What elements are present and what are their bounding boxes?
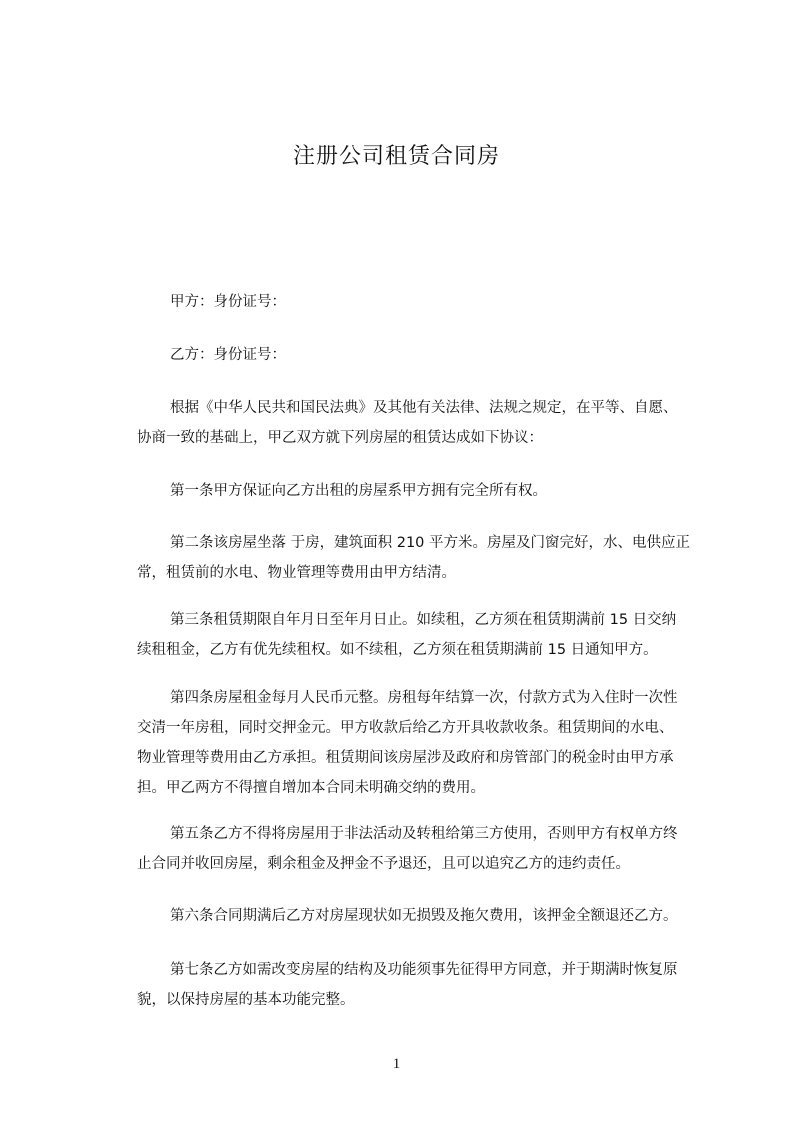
article-7-paragraph: [104, 955, 704, 1015]
article-2-paragraph: [104, 528, 704, 588]
article-6-paragraph: [104, 901, 704, 931]
paragraph-line: 第一条甲方保证向乙方出租的房屋系甲方拥有完全所有权。: [170, 483, 547, 499]
party-a-paragraph: [104, 287, 704, 317]
paragraph-line: 第六条合同期满后乙方对房屋现状如无损毁及拖欠费用，该押金全额退还乙方。: [170, 908, 678, 924]
paragraph-line: 第七条乙方如需改变房屋的结构及功能须事先征得甲方同意，并于期满时恢复原: [170, 962, 678, 978]
paragraph-line: 续租租金，乙方有优先续租权。如不续租，乙方须在租赁期满前 15 日通知甲方。: [137, 642, 658, 658]
article-5-paragraph: [104, 819, 704, 879]
article-4-paragraph: [104, 683, 704, 803]
paragraph-line: 协商一致的基础上，甲乙双方就下列房屋的租赁达成如下协议：: [137, 430, 543, 446]
paragraph-line: 第二条该房屋坐落 于房，建筑面积 210 平方米。房屋及门窗完好，水、电供应正: [170, 535, 691, 551]
preamble-paragraph: [104, 393, 704, 453]
paragraph-line: 第四条房屋租金每月人民币元整。房租每年结算一次，付款方式为入住时一次性: [170, 690, 678, 706]
article-3-paragraph: [104, 605, 704, 665]
paragraph-line: 根据《中华人民共和国民法典》及其他有关法律、法规之规定，在平等、自愿、: [170, 400, 678, 416]
paragraph-line: 第五条乙方不得将房屋用于非法活动及转租给第三方使用，否则甲方有权单方终: [170, 826, 678, 842]
paragraph-line: 第三条租赁期限自年月日至年月日止。如续租，乙方须在租赁期满前 15 日交纳: [170, 612, 677, 628]
party-b-paragraph: [104, 340, 704, 370]
article-1-paragraph: [104, 476, 704, 506]
paragraph-line: 乙方：身份证号：: [170, 347, 286, 363]
document-title: 注册公司租赁合同房: [292, 144, 500, 169]
paragraph-line: 止合同并收回房屋，剩余租金及押金不予退还，且可以追究乙方的违约责任。: [137, 856, 630, 872]
paragraph-line: 常，租赁前的水电、物业管理等费用由甲方结清。: [137, 565, 456, 581]
paragraph-line: 甲方：身份证号：: [170, 294, 286, 310]
page-number: 1: [392, 1056, 401, 1072]
paragraph-line: 貌，以保持房屋的基本功能完整。: [137, 992, 355, 1008]
paragraph-line: 担。甲乙两方不得擅自增加本合同未明确交纳的费用。: [137, 780, 485, 796]
paragraph-line: 交清一年房租，同时交押金元。甲方收款后给乙方开具收款收条。租赁期间的水电、: [137, 720, 674, 736]
paragraph-line: 物业管理等费用由乙方承担。租赁期间该房屋涉及政府和房管部门的税金时由甲方承: [137, 750, 674, 766]
